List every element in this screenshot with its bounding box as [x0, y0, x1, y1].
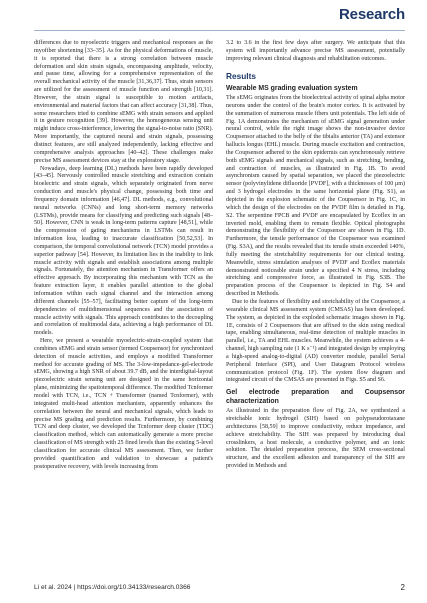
paragraph: As illustrated in the preparation flow of Fig. 2A, we synthesized a stretchable ionic hydrogel (SIH) based on polypseudorotaxane architectures [58,59] to improve conductivity, reduce impedance, and achieve stretchability. The SIH was prepared by introducing dual crosslinkers, a host molecule, a conductive polymer, and an ionic solution. The detailed preparation process, the SEM cross-sectional structure, and the excellent adhesion and transparency of the SIH are provided in Methods and	[226, 408, 405, 470]
subsection-title: Wearable MS grading evaluation system	[226, 84, 358, 92]
paragraph: Nowadays, deep learning (DL) methods have been rapidly developed [43–45]. Nervously controlled muscle stretching and extraction contain bioelectric and strain signals, which separately originated from nerve conduction and muscle's physical change, possessing both time and frequency domain information [46,47]. DL methods, e.g., convolutional neural networks (CNNs) and long short-term memory networks (LSTMs), provide means for classifying and predicting such signals [48–50]. However, CNN is weak in long-term patterns capture [48,51], while the compression of gating mechanisms in LSTMs can result in information loss, leading to inaccurate classification [50,52,53]. In comparison, the temporal convolutional network (TCN) model provides a superior pathway [54]. However, its limitation lies in the inability to link muscle activity with signals and establish associations among multiple signals. Fortunately, the attention mechanism in Transformer offers an effective approach. By incorporating this mechanism with TCN as the feature extraction layer, it enables parallel attention to the global information within each signal channel and the interaction among different channels [55–57], facilitating better capture of the long-term dependencies of multidimensional sequences and the association of muscle activity with signals. This approach contributes to the decoupling and correlation of multimodal data, achieving a high performance of DL models.	[34, 165, 213, 337]
subsection-title: Gel electrode preparation and Coupsensor characterization	[226, 389, 405, 405]
paragraph: Here, we present a wearable myoelectric-strain-coupled system that combines sEMG and strain sensor (termed Coupsensor) for synchronized detection of muscle activities, and employs a modified Transformer method for accurate grading of MS. The 3-low-impedance-gel-electrode sEMG, showing a high SNR of about 39.7 dB, and the interdigital-layout piezoelectric strain sensing unit are designed in the same horizontal plane, minimizing the spatiotemporal difference. The modified Tcnformer model with TCN, i.e., TCN + Transformer (named Tcnformer), with integrated multi-head attention mechanism, apparently enhances the correlation between the neural and mechanical signals, which leads to precise MS grading and prediction results. Furthermore, by combining TCN and deep cluster, we developed the Tcnformer deep cluster (TDC) classification method, which can automatically generate a more precise classification of MS strength with 25 fined levels than the existing 5-level classification for accurate clinical MS assessment. Then, we further provided quantification and validation to showcase a patient's postoperative recovery, with levels increasing from	[34, 338, 213, 470]
left-column	[34, 40, 213, 471]
paragraph: Due to the features of flexibility and stretchability of the Coupsensor, a wearable clinical MS assessment system (CMSAS) has been developed. The system, as depicted in the exploded schematic images shown in Fig. 1E, consists of 2 Coupsensors that are affixed to the skin using medical tape, enabling simultaneous, real-time detection of multiple muscles in parallel, i.e., TA and EHL muscles. Meanwhile, the system achieves a 4-channel, high sampling rate (1 K s⁻¹) and integrated design by employing a high-speed analog-to-digital (AD) converter module, parallel Serial Peripheral Interface (SPI), and User Datagram Protocol wireless communication protocol (Fig. 1F). The system flow diagram and integrated circuit of the CMSAS are presented in Figs. S5 and S6.	[226, 298, 405, 384]
paragraph: The sEMG originates from the bioelectrical activity of spinal alpha motor neurons under the control of the brain's motor cortex. It is activated by the summation of numerous muscle fibers unit potentials. The left side of Fig. 1A demonstrates the mechanism of sEMG signal generation under neural control, while the right image shows the non-invasive device Coupsensor attached to the belly of the tibialis anterior (TA) and extensor hallucis longus (EHL) muscle. During muscle excitation and contraction, the Coupsensor adhered to the skin epidermis can synchronously retrieve both sEMG signals and mechanical signals, such as stretching, bending, and contraction of muscles, as illustrated in Fig. 1B. To avoid asynchronism caused by spatial separation, we placed the piezoelectric sensor (polyvinylidene difluoride [PVDF], with a thicknesses of 100 μm) and 3 hydrogel electrodes in the same horizontal plane (Fig. S1), as depicted in the explosion schematic of the Coupsensor in Fig. 1C, in which the design of the electrodes on the PVDF film is detailed in Fig. S2. The serpentine FPCB and PVDF are encapsulated by Ecoflex in an inverted mold, enabling them to remain flexible. Optical photographs demonstrating the flexibility of the Coupsensor are shown in Fig. 1D. Furthermore, the tensile performance of the Coupsensor was examined (Fig. S3A), and the results revealed that its tensile strain exceeded 140%, fully meeting the stretchability requirements for our clinical testing. Meanwhile, stress simulation analyses of PVDF and Ecoflex materials demonstrated noticeable strain under a specified 4 N stress, including stretching and compressive force, as illustrated in Fig. S3B. The preparation process of the Coupsensor is depicted in Fig. S4 and described in Methods.	[226, 95, 405, 298]
page-number: 2	[400, 583, 405, 592]
page-footer	[34, 584, 405, 594]
paragraph: differences due to myoelectric triggers and mechanical responses as the myofiber shortening [33–35]. As for the physical deformations of muscle, it is reported that there is a strong correlation between muscle deformation and skin strain signals, encompassing amplitude, velocity, and pause time, allowing for a comprehensive representation of the overall mechanical activity of the muscle [31,36,37]. Thus, strain sensors are utilized for the assessment of muscle function and strength [10,31]. However, the strain signal is susceptible to motion artifacts, environmental and material factors that can affect accuracy [31,38]. Thus, some researchers tried to combine sEMG with strain sensors and applied it in gesture recognition [39]. However, the homogeneous sensing unit might induce cross-interference, lowering the signal-to-noise ratio (SNR). More importantly, the captured neural and strain signals, possessing distinct features, are still analyzed independently, lacking effective and comprehensive analysis approaches [40–42]. These challenges make precise MS assessment devices stay at the exploratory stage.	[34, 40, 213, 164]
right-column	[226, 40, 405, 471]
paragraph: 3.2 to 3.6 in the first few days after surgery. We anticipate that this system will importantly advance precise MS assessment, potentially improving relevant clinical diagnosis and rehabilitation outcomes.	[226, 40, 405, 62]
journal-name: Research	[339, 6, 405, 23]
footer-citation[interactable]: Li et al. 2024 | https://doi.org/10.34133/research.0366	[34, 584, 191, 591]
section-title-results: Results	[226, 70, 256, 81]
page-header	[0, 0, 427, 34]
header-rule	[34, 30, 405, 31]
